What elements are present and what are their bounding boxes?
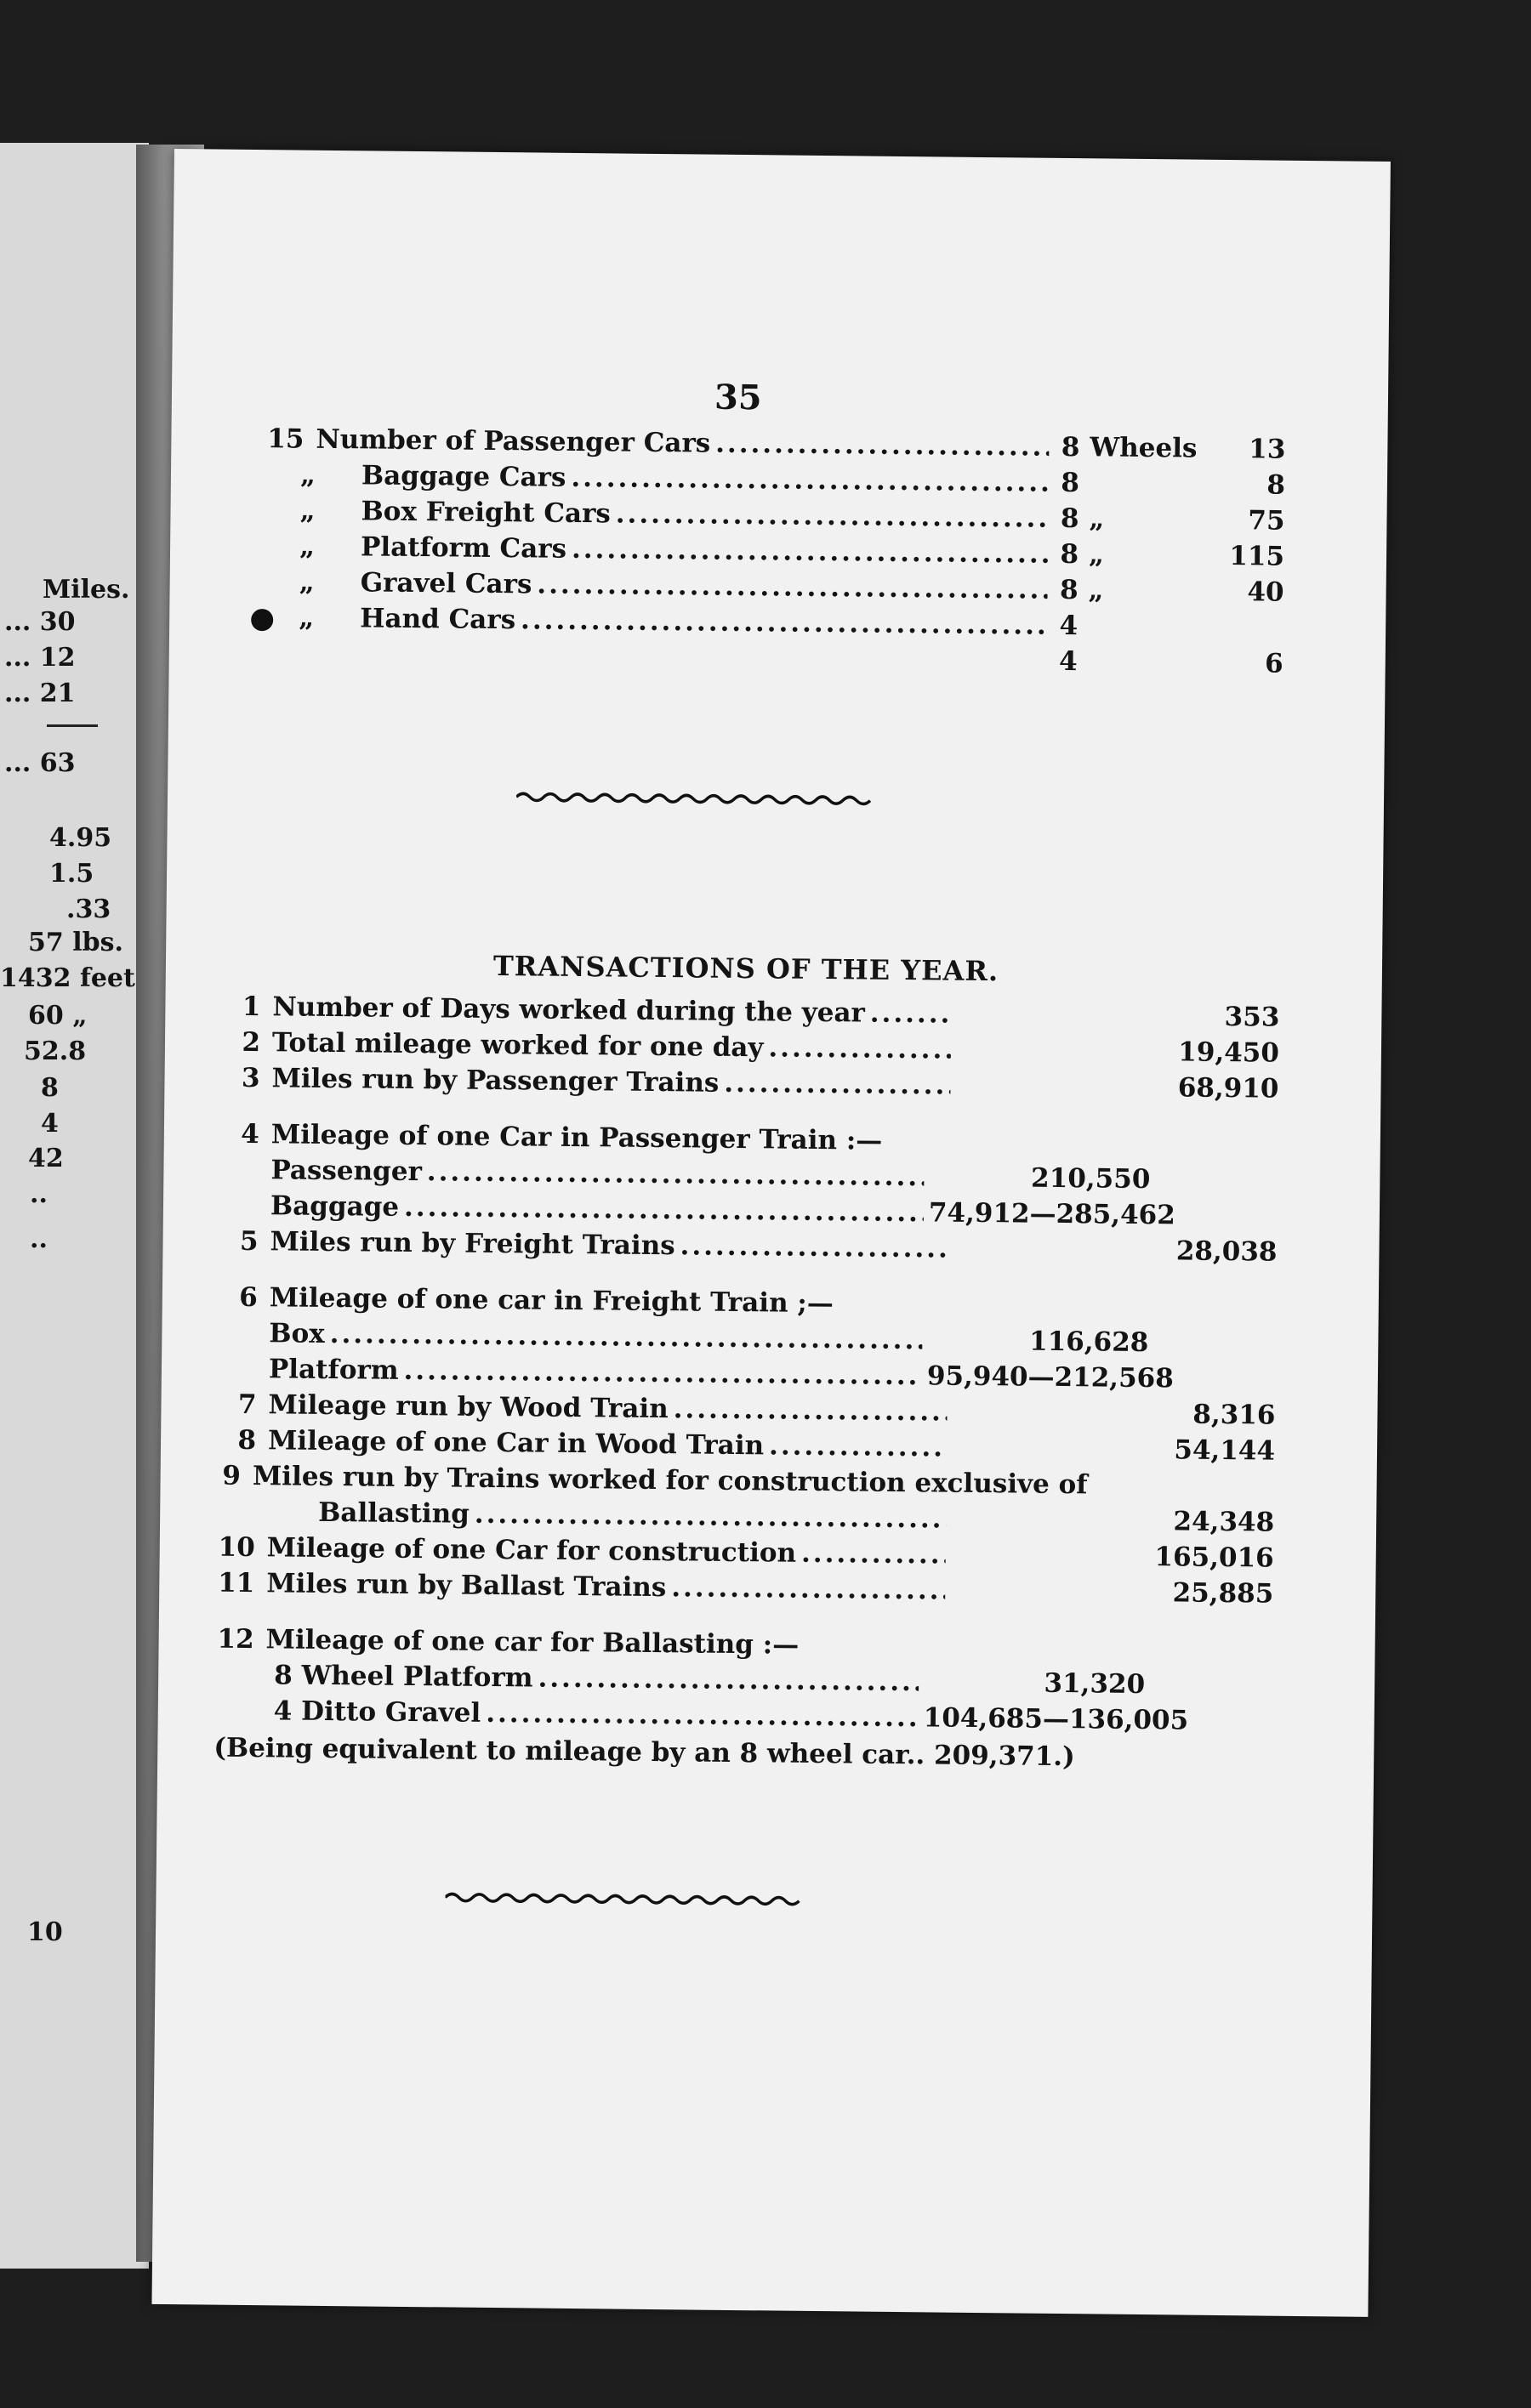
facing-value: .. [30, 1224, 48, 1254]
row-label: Mileage of one car for Ballasting :— [265, 1624, 800, 1661]
leader-dots [538, 1663, 919, 1698]
leader-dots [572, 534, 1048, 570]
row-label: Box Freight Cars [361, 496, 612, 530]
leader-dots [404, 1192, 924, 1228]
facing-value: 42 [28, 1144, 64, 1173]
row-value: 28,038 [1175, 1235, 1278, 1268]
facing-value: .33 [66, 894, 111, 924]
facing-value: 4 [41, 1109, 59, 1139]
miles-header: Miles. [43, 575, 130, 605]
facing-value: 1.5 [49, 859, 94, 889]
stock-row [263, 566, 1283, 608]
transaction-row [274, 1695, 1272, 1736]
leader-dots [724, 1068, 951, 1101]
facing-page [0, 143, 149, 2269]
row-number: 9 [222, 1460, 242, 1491]
document-page [151, 149, 1390, 2317]
row-number: 7 [237, 1389, 257, 1421]
leader-dots [403, 1355, 922, 1391]
row-label: 4 Ditto Gravel [273, 1695, 481, 1729]
row-number: 12 [217, 1623, 254, 1656]
row-label: Miles run by Passenger Trains [271, 1063, 720, 1099]
row-label [263, 662, 1052, 670]
note-text: (Being equivalent to mileage by an 8 wheel car.. 209,371.) [213, 1732, 1075, 1773]
row-label: Hand Cars [360, 603, 516, 636]
facing-value: 57 lbs. [28, 928, 123, 957]
facing-value: 52.8 [24, 1036, 87, 1066]
transaction-row [222, 1282, 1277, 1324]
row-number: 10 [218, 1531, 255, 1564]
row-label: Gravel Cars [360, 567, 532, 600]
row-mid-value: 116,628 [1028, 1326, 1149, 1359]
car-count: 13 [1249, 434, 1286, 465]
stock-row [264, 495, 1284, 537]
leader-dots [486, 1698, 919, 1733]
wheels-value: 4 [1058, 645, 1078, 678]
decorative-rule [445, 1886, 802, 1911]
row-number: 15 [267, 423, 304, 455]
facing-value: ... 12 [4, 643, 76, 673]
facing-value: 8 [41, 1073, 59, 1103]
leader-dots [801, 1538, 946, 1570]
leader-dots [769, 1430, 947, 1462]
leader-dots [674, 1394, 948, 1427]
row-label: Miles run by Freight Trains [270, 1226, 675, 1262]
transaction-row [274, 1660, 1272, 1701]
row-label: Passenger [270, 1155, 423, 1188]
row-value: 19,450 [1178, 1036, 1280, 1069]
sum-rule [47, 724, 98, 727]
row-value: 54,144 [1174, 1434, 1276, 1467]
leader-dots [427, 1156, 925, 1192]
ditto-mark: „ [299, 531, 316, 562]
row-mid-value [953, 1258, 1149, 1259]
transaction-row [222, 1226, 1277, 1268]
stock-row [265, 459, 1285, 501]
stock-row [263, 602, 1283, 644]
leader-dots [715, 429, 1050, 463]
row-mid-value [952, 1421, 1147, 1423]
stock-row [264, 531, 1284, 572]
row-number: 2 [242, 1026, 261, 1059]
row-label: Miles run by Trains worked for construction exclusive of [252, 1461, 1088, 1501]
row-mid-value: 95,940—212,568 [926, 1360, 1174, 1394]
transaction-row [270, 1190, 1278, 1231]
row-mid-value [953, 1314, 1149, 1315]
transaction-row [219, 1461, 1274, 1502]
facing-value: 4.95 [49, 823, 112, 853]
row-value: 165,016 [1154, 1542, 1274, 1574]
row-label: Miles run by Ballast Trains [266, 1568, 667, 1604]
row-label: Mileage of one Car in Passenger Train :— [270, 1119, 883, 1156]
car-count: 40 [1247, 576, 1284, 608]
row-label: Platform Cars [360, 531, 567, 565]
wheels-unit [1078, 634, 1190, 635]
row-mid-value [949, 1656, 1145, 1657]
transaction-row [220, 1389, 1275, 1431]
leader-dots [680, 1230, 948, 1264]
wheels-unit [1079, 491, 1192, 492]
row-mid-value [952, 1457, 1147, 1458]
wheels-value: 8 [1060, 503, 1079, 535]
row-label: 8 Wheel Platform [274, 1660, 533, 1694]
leader-dots [537, 569, 1048, 605]
facing-value: 60 „ [28, 1001, 88, 1031]
row-number: 5 [239, 1225, 259, 1258]
row-label: Total mileage worked for one day [271, 1027, 764, 1064]
wheels-unit: Wheels [1090, 432, 1198, 464]
row-number: 11 [218, 1567, 255, 1599]
row-value [1201, 1495, 1275, 1496]
row-mid-value [951, 1528, 1147, 1530]
section-title: TRANSACTIONS OF THE YEAR. [492, 949, 999, 988]
wheels-value: 8 [1061, 467, 1080, 499]
row-label: Mileage of one car in Freight Train ;— [269, 1282, 834, 1320]
page-number: 35 [714, 377, 762, 418]
row-mid-value [955, 1150, 1151, 1152]
row-mid-value: 31,320 [1044, 1667, 1146, 1701]
leader-dots [330, 1319, 923, 1355]
leader-dots [521, 605, 1047, 640]
leader-dots [870, 998, 952, 1030]
facing-page-number: 10 [27, 1917, 63, 1947]
row-number: 8 [237, 1424, 257, 1457]
car-count: 6 [1264, 648, 1283, 679]
row-mid-value: 74,912—285,462 [928, 1197, 1175, 1231]
facing-value: ... 63 [4, 748, 76, 778]
row-label: Mileage of one Car in Wood Train [267, 1425, 765, 1462]
wheels-value: 8 [1059, 574, 1079, 606]
row-value [1145, 1693, 1272, 1695]
transaction-row [202, 1531, 1274, 1573]
leader-dots [571, 463, 1049, 498]
decorative-rule [516, 786, 874, 811]
row-mid-value [956, 1023, 1152, 1025]
ditto-mark: „ [299, 495, 316, 526]
wheels-unit: „ [1089, 503, 1105, 535]
wheels-value: 8 [1061, 431, 1080, 463]
row-label: Box [269, 1318, 325, 1349]
row-value [1151, 1152, 1278, 1154]
row-label: Baggage Cars [361, 460, 566, 493]
facing-value: .. [30, 1179, 48, 1209]
row-label: Number of Passenger Cars [316, 423, 711, 459]
row-label: Mileage of one Car for construction [266, 1532, 797, 1569]
row-number: 3 [241, 1062, 260, 1094]
car-count: 75 [1248, 505, 1285, 537]
transaction-row [224, 1119, 1278, 1161]
transaction-row [224, 1063, 1278, 1105]
row-label: Ballasting [318, 1496, 470, 1530]
row-label: Number of Days worked during the year [272, 991, 866, 1029]
stock-row [265, 423, 1285, 465]
transaction-row [270, 1155, 1278, 1195]
stock-row [263, 638, 1283, 679]
ink-blot [251, 609, 273, 631]
ditto-mark: „ [299, 602, 315, 633]
transaction-row [201, 1623, 1272, 1665]
row-value [1149, 1315, 1277, 1317]
row-label: Platform [268, 1354, 399, 1386]
leader-dots [616, 498, 1049, 533]
transaction-row [202, 1567, 1273, 1609]
row-number: 1 [242, 991, 261, 1023]
ditto-mark: „ [299, 459, 316, 491]
ditto-mark: „ [299, 566, 315, 598]
transaction-row [225, 1027, 1279, 1069]
row-value [1148, 1351, 1276, 1353]
row-number: 6 [239, 1281, 259, 1314]
transaction-row [220, 1425, 1275, 1467]
row-value [1150, 1188, 1278, 1190]
row-mid-value [951, 1564, 1147, 1565]
facing-value: ... 30 [4, 607, 76, 637]
car-count: 115 [1229, 541, 1285, 572]
facing-value: ... 21 [4, 679, 76, 708]
row-value [1145, 1657, 1272, 1659]
row-label: Baggage [270, 1190, 400, 1223]
row-number: 4 [241, 1118, 260, 1150]
leader-dots [671, 1572, 945, 1605]
facing-value: 1432 feet [0, 963, 135, 993]
row-value: 353 [1224, 1001, 1280, 1033]
transaction-row [269, 1318, 1276, 1359]
wheels-value: 4 [1059, 610, 1079, 642]
leader-dots [475, 1499, 947, 1535]
wheels-unit [1078, 670, 1190, 671]
transaction-row [225, 991, 1279, 1033]
transaction-row [269, 1354, 1276, 1394]
row-value: 8,316 [1192, 1399, 1276, 1431]
transaction-row [318, 1497, 1274, 1538]
row-mid-value [955, 1094, 1151, 1096]
row-mid-value [956, 1059, 1152, 1060]
row-mid-value: 104,685—136,005 [923, 1702, 1189, 1736]
wheels-unit: „ [1088, 575, 1104, 606]
wheels-unit: „ [1088, 539, 1105, 571]
wheels-value: 8 [1060, 538, 1079, 571]
car-count [1190, 636, 1283, 637]
row-value: 25,885 [1172, 1577, 1274, 1610]
car-count: 8 [1266, 469, 1286, 501]
row-value: 68,910 [1177, 1072, 1279, 1105]
row-mid-value [1088, 1493, 1201, 1494]
row-value: 24,348 [1173, 1506, 1275, 1538]
equivalent-note [213, 1733, 1272, 1775]
row-mid-value [950, 1599, 1146, 1601]
row-label: Mileage run by Wood Train [268, 1389, 669, 1425]
leader-dots [768, 1032, 951, 1065]
row-mid-value: 210,550 [1030, 1162, 1151, 1195]
